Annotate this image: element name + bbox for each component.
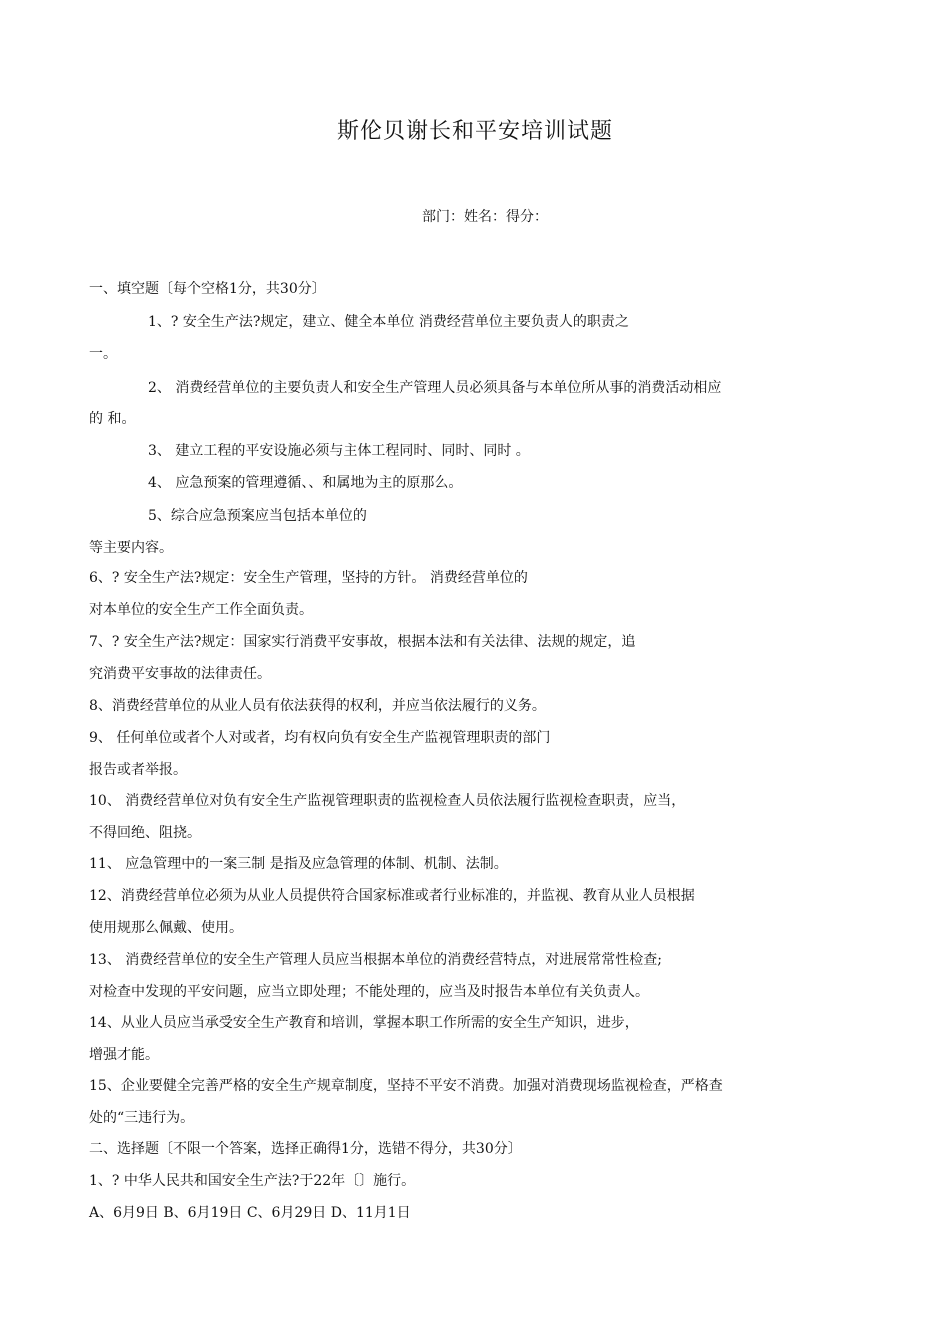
question-line: 等主要内容。 bbox=[89, 540, 173, 556]
question-line: 8、消费经营单位的从业人员有依法获得的权利，并应当依法履行的义务。 bbox=[89, 698, 546, 714]
question-line: 5、综合应急预案应当包括本单位的 bbox=[148, 508, 367, 524]
question-line: 12、消费经营单位必须为从业人员提供符合国家标准或者行业标准的，并监视、教育从业人员根据 bbox=[89, 888, 695, 904]
question-line: 9、 任何单位或者个人对或者，均有权向负有安全生产监视管理职责的部门 bbox=[89, 730, 551, 746]
answer-options: A、6月9日 B、6月19日 C、6月29日 D、11月1日 bbox=[89, 1205, 411, 1221]
question-line: 6、? 安全生产法?规定：安全生产管理，坚持的方针。 消费经营单位的 bbox=[89, 570, 528, 586]
section-heading-multiple-choice: 二、选择题〔不限一个答案，选择正确得1分，选错不得分，共30分〕 bbox=[89, 1141, 522, 1157]
question-line: 对本单位的安全生产工作全面负责。 bbox=[89, 602, 313, 618]
document-title: 斯伦贝谢长和平安培训试题 bbox=[336, 119, 613, 144]
question-line: 3、 建立工程的平安设施必须与主体工程同时、同时、同时 。 bbox=[148, 443, 530, 459]
question-line: 2、 消费经营单位的主要负责人和安全生产管理人员必须具备与本单位所从事的消费活动相应 bbox=[148, 380, 722, 396]
question-line: 一。 bbox=[89, 346, 117, 362]
question-line: 对检查中发现的平安问题，应当立即处理；不能处理的，应当及时报告本单位有关负责人。 bbox=[89, 984, 649, 1000]
question-line: 处的“三违行为。 bbox=[89, 1110, 195, 1126]
section-heading-fill-in: 一、填空题〔每个空格1分，共30分〕 bbox=[89, 281, 326, 297]
question-line: 报告或者举报。 bbox=[89, 762, 187, 778]
question-line: 14、从业人员应当承受安全生产教育和培训，掌握本职工作所需的安全生产知识，进步， bbox=[89, 1015, 639, 1031]
question-line: 的 和。 bbox=[89, 411, 136, 427]
question-line: 究消费平安事故的法律责任。 bbox=[89, 666, 271, 682]
question-line: 7、? 安全生产法?规定：国家实行消费平安事故，根据本法和有关法律、法规的规定，追 bbox=[89, 634, 636, 650]
question-line: 11、 应急管理中的一案三制 是指及应急管理的体制、机制、法制。 bbox=[89, 856, 508, 872]
question-line: 1、? 安全生产法?规定，建立、健全本单位 消费经营单位主要负责人的职责之 bbox=[148, 314, 629, 330]
question-line: 4、 应急预案的管理遵循、、和属地为主的原那么。 bbox=[148, 475, 463, 491]
question-line: 13、 消费经营单位的安全生产管理人员应当根据本单位的消费经营特点，对进展常常性检查; bbox=[89, 952, 662, 968]
header-fields: 部门：姓名：得分： bbox=[422, 209, 548, 225]
question-line: 15、企业要健全完善严格的安全生产规章制度，坚持不平安不消费。加强对消费现场监视检查，严格查 bbox=[89, 1078, 723, 1094]
question-line: 不得回绝、阻挠。 bbox=[89, 825, 201, 841]
question-line: 10、 消费经营单位对负有安全生产监视管理职责的监视检查人员依法履行监视检查职责，应当， bbox=[89, 793, 686, 809]
question-line: 使用规那么佩戴、使用。 bbox=[89, 920, 243, 936]
question-line: 1、? 中华人民共和国安全生产法?于22年〔〕施行。 bbox=[89, 1173, 416, 1189]
question-line: 增强才能。 bbox=[89, 1047, 159, 1063]
